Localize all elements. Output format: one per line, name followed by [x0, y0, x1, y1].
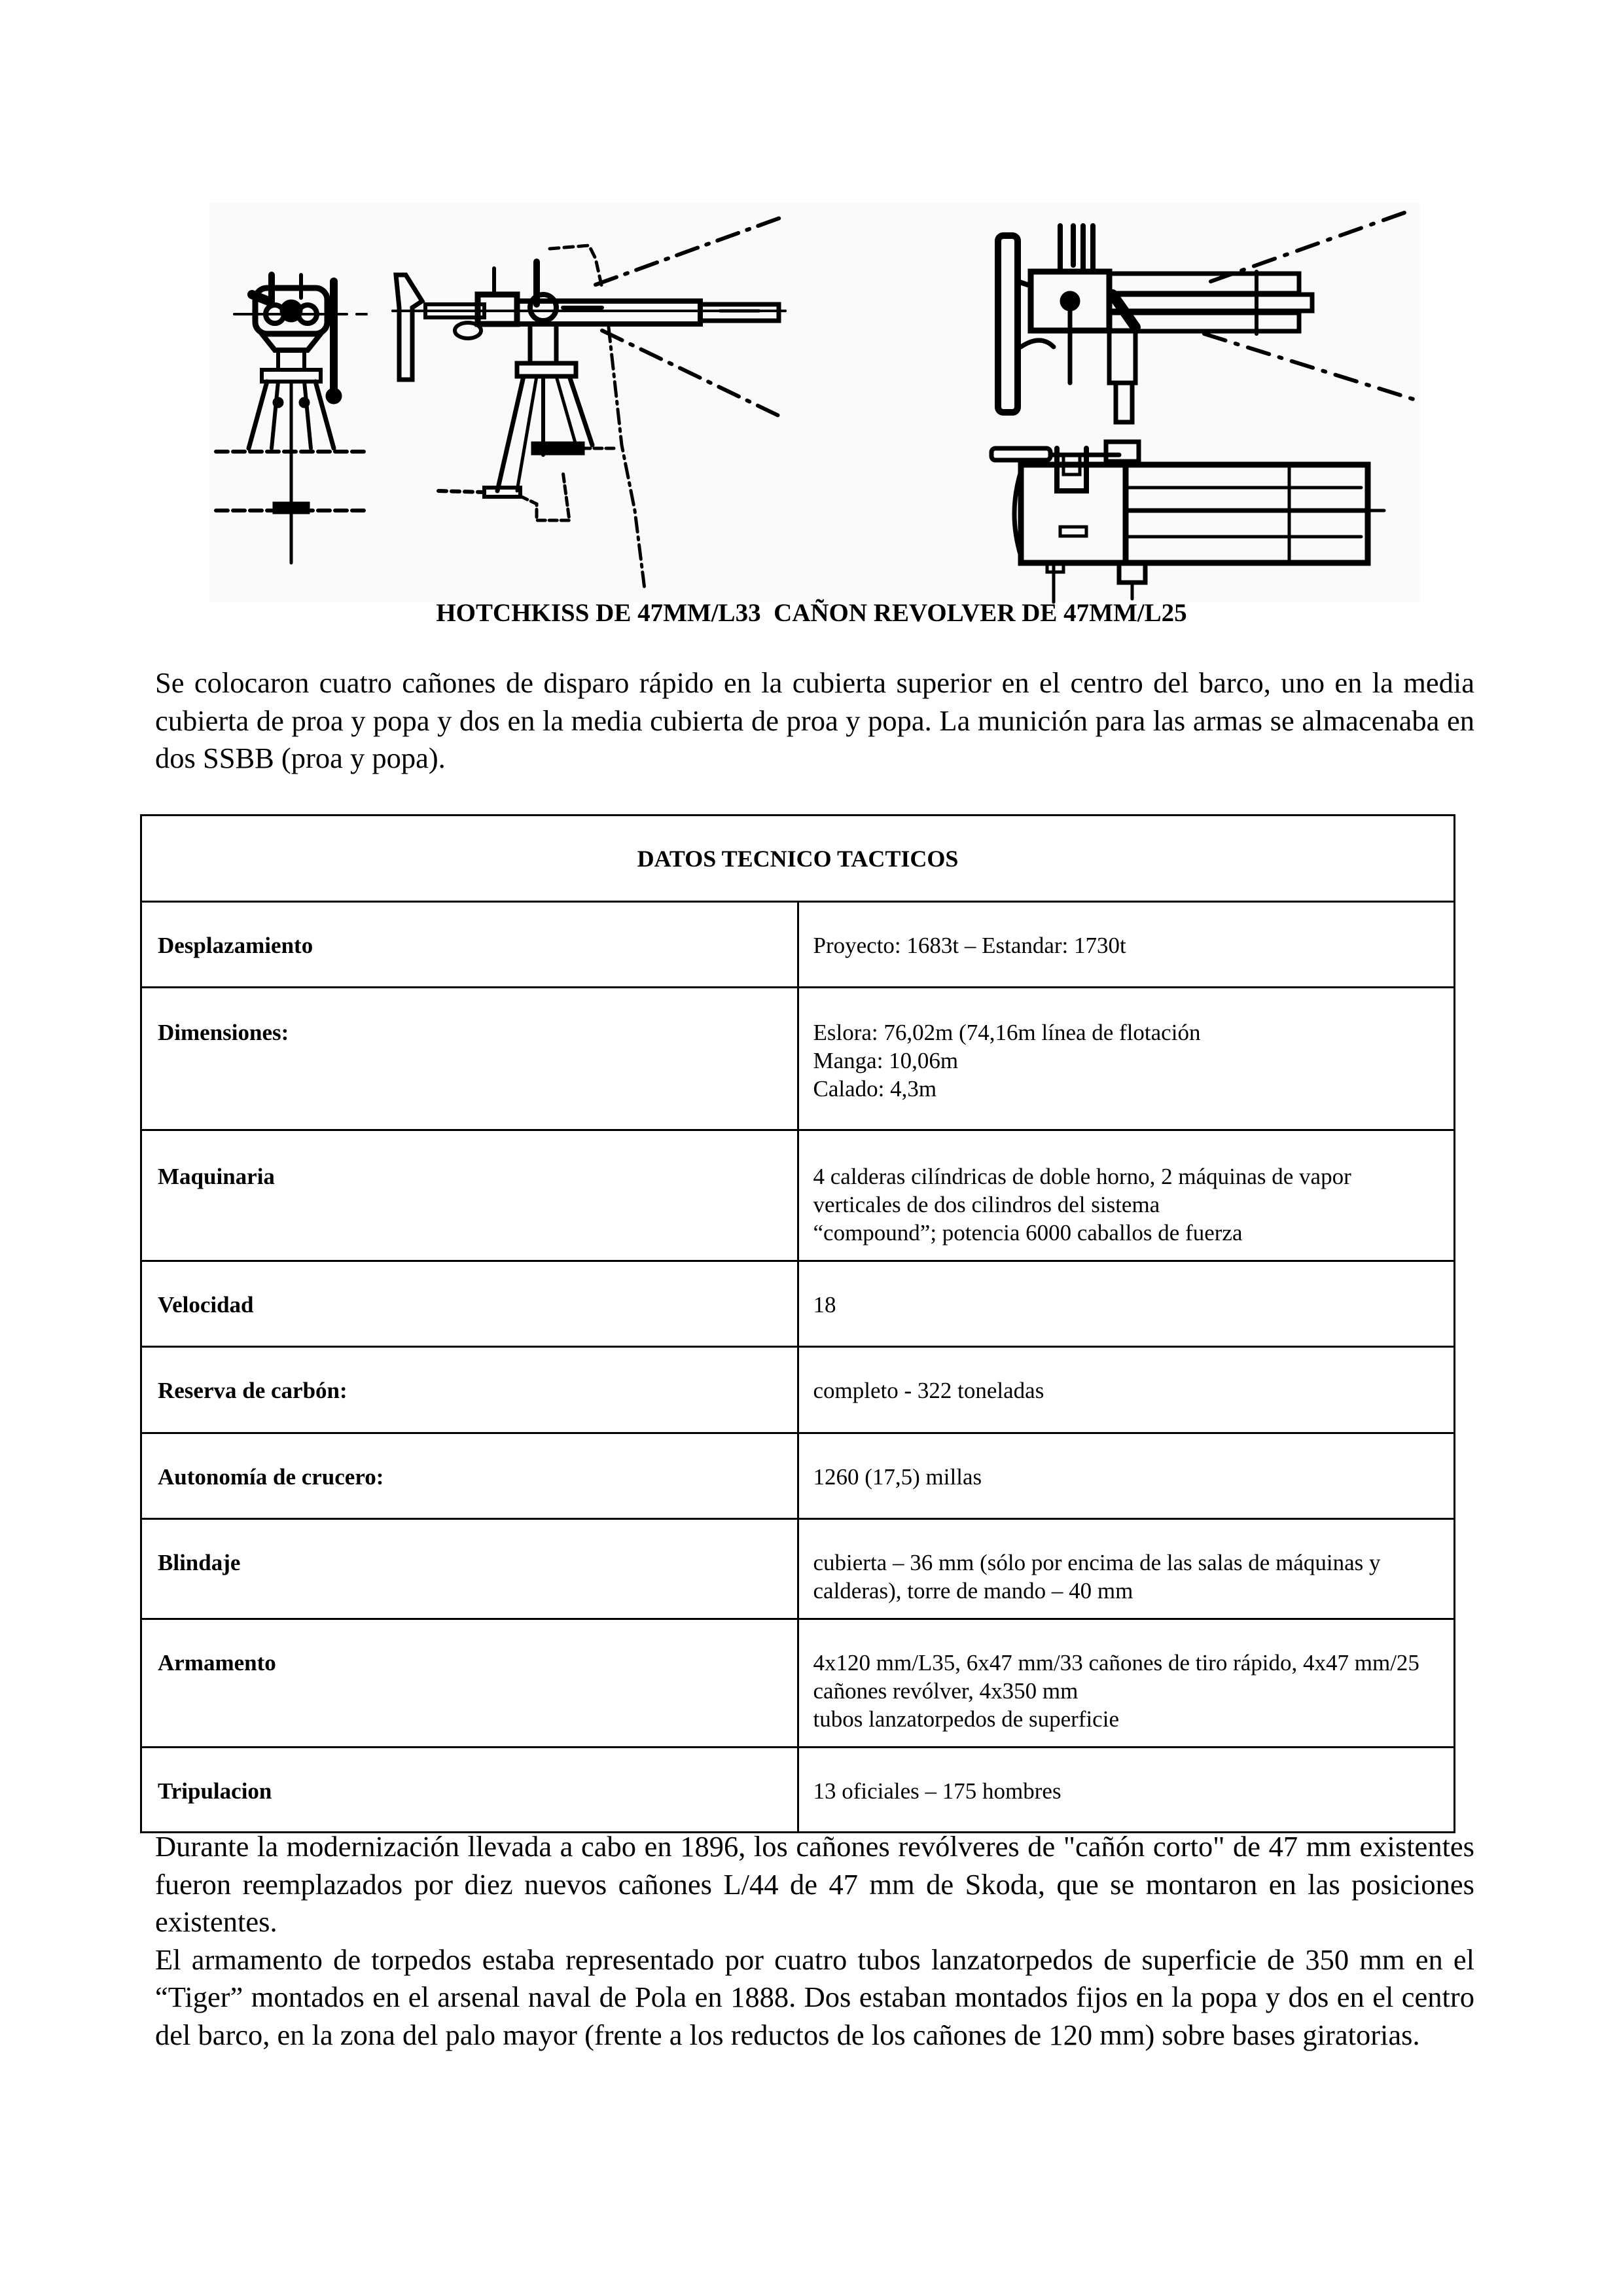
- table-row: [141, 1433, 1455, 1519]
- intro-paragraph: [155, 664, 1474, 778]
- torpedo-paragraph: El armamento de torpedos estaba representado por cuatro tubos lanzatorpedos de superficie de 350 mm en el “Tiger” montados en el arsenal naval de Pola en 1888. Dos estaban montados fijos en la popa y dos en el centro del barco, en la zona del palo mayor (frente a los reductos de los cañones de 120 mm) sobre bases giratorias.: [155, 1943, 1474, 2051]
- value-line: 18: [813, 1292, 836, 1318]
- figure-caption: HOTCHKISS DE 47MM/L33 CAÑON REVOLVER DE 47MM/L25: [436, 599, 1187, 627]
- row-label-text: Velocidad: [158, 1292, 254, 1318]
- row-label: [141, 988, 798, 1130]
- table-title: DATOS TECNICO TACTICOS: [141, 816, 1455, 902]
- value-line: 13 oficiales – 175 hombres: [813, 1778, 1061, 1804]
- row-value: [798, 1519, 1455, 1619]
- table-row: [141, 988, 1455, 1130]
- value-line: 4x120 mm/L35, 6x47 mm/33 cañones de tiro rápido, 4x47 mm/25 cañones revólver, 4x350 mm: [813, 1650, 1419, 1704]
- row-value: [798, 1619, 1455, 1748]
- value-line: tubos lanzatorpedos de superficie: [813, 1706, 1119, 1732]
- row-label-text: Autonomía de crucero:: [158, 1464, 384, 1490]
- table-row: [141, 1261, 1455, 1347]
- row-value: [798, 1130, 1455, 1261]
- row-label: [141, 1619, 798, 1748]
- row-label: [141, 1347, 798, 1433]
- table-row: [141, 1130, 1455, 1261]
- row-label: [141, 1261, 798, 1347]
- row-label-text: Blindaje: [158, 1550, 241, 1575]
- value-line: Calado: 4,3m: [813, 1076, 937, 1102]
- table-row: [141, 902, 1455, 988]
- row-value: [798, 988, 1455, 1130]
- value-line: Manga: 10,06m: [813, 1048, 959, 1073]
- modernization-paragraph: Durante la modernización llevada a cabo en 1896, los cañones revólveres de "cañón corto" de 47 mm existentes fueron reemplazados por diez nuevos cañones L/44 de 47 mm de Skoda, que se montaron en las posiciones existentes.: [155, 1830, 1474, 1938]
- technical-data-table: [140, 814, 1455, 1833]
- gun-drawings-image: [209, 196, 1420, 609]
- table-header-row: [141, 816, 1455, 902]
- value-line: 4 calderas cilíndricas de doble horno, 2 máquinas de vapor verticales de dos cilindros del sistema: [813, 1164, 1351, 1217]
- row-label: [141, 1748, 798, 1833]
- row-value: [798, 1748, 1455, 1833]
- row-label-text: Maquinaria: [158, 1164, 275, 1189]
- row-value: [798, 1433, 1455, 1519]
- value-line: Eslora: 76,02m (74,16m línea de flotación: [813, 1020, 1201, 1045]
- table-row: [141, 1748, 1455, 1833]
- row-label: [141, 1433, 798, 1519]
- row-label-text: Dimensiones:: [158, 1020, 289, 1045]
- gun-illustration: [209, 196, 1420, 609]
- table-row: [141, 1519, 1455, 1619]
- value-line: cubierta – 36 mm (sólo por encima de las salas de máquinas y calderas), torre de mando – 40 mm: [813, 1550, 1381, 1604]
- value-line: “compound”; potencia 6000 caballos de fuerza: [813, 1220, 1243, 1246]
- modernization-paragraphs: [155, 1828, 1474, 2054]
- row-label-text: Tripulacion: [158, 1778, 272, 1804]
- row-label-text: Armamento: [158, 1650, 276, 1676]
- row-value: [798, 1347, 1455, 1433]
- row-label: [141, 1130, 798, 1261]
- table-row: [141, 1619, 1455, 1748]
- row-label-text: Reserva de carbón:: [158, 1378, 348, 1403]
- value-line: Proyecto: 1683t – Estandar: 1730t: [813, 933, 1126, 958]
- table-row: [141, 1347, 1455, 1433]
- row-label: [141, 1519, 798, 1619]
- paragraph-text: Se colocaron cuatro cañones de disparo rápido en la cubierta superior en el centro del barco, uno en la media cubierta de proa y popa y dos en la media cubierta de proa y popa. La munición para las armas se almacenaba en dos SSBB (proa y popa).: [155, 666, 1474, 774]
- row-label-text: Desplazamiento: [158, 933, 313, 958]
- value-line: 1260 (17,5) millas: [813, 1464, 982, 1490]
- row-label: [141, 902, 798, 988]
- row-value: [798, 1261, 1455, 1347]
- row-value: [798, 902, 1455, 988]
- value-line: completo - 322 toneladas: [813, 1378, 1044, 1403]
